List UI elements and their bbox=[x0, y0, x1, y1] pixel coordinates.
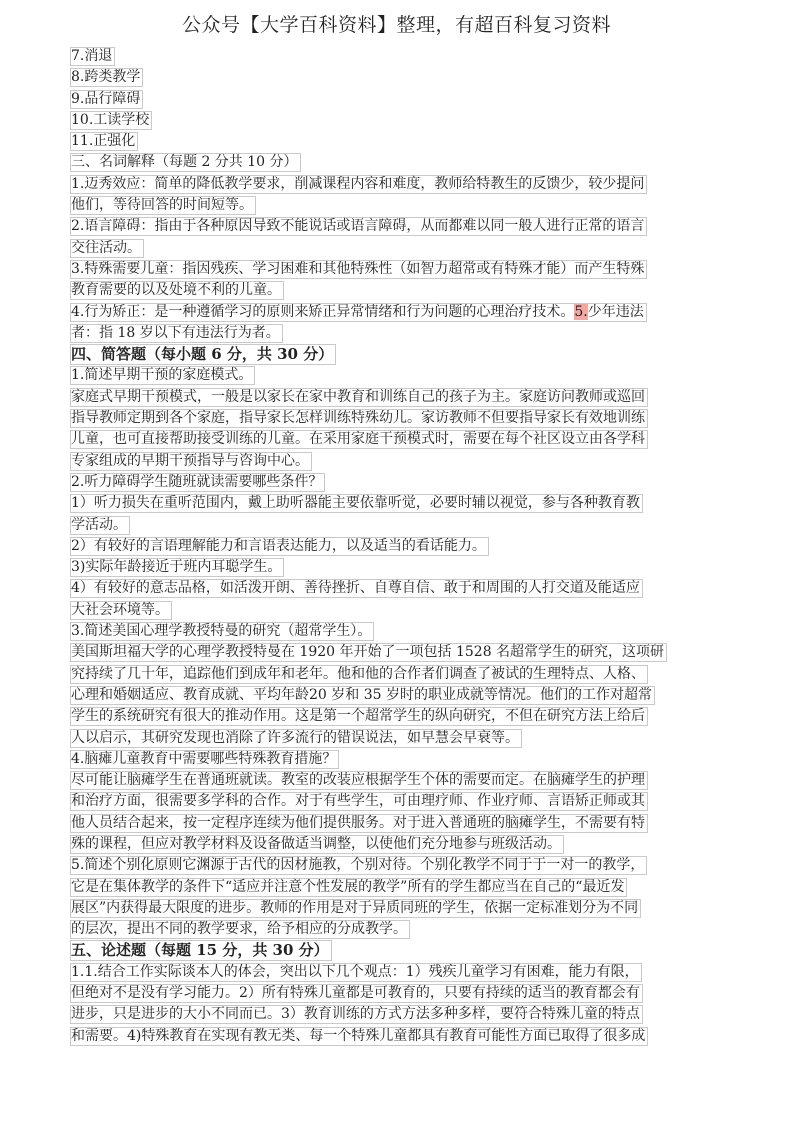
text-line: 1）听力损失在重听范围内，戴上助听器能主要依靠听觉，必要时辅以视觉，参与各种教育教 bbox=[70, 493, 726, 514]
text-line: 者：指 18 岁以下有违法行为者。 bbox=[70, 323, 726, 344]
text-cursor-highlight: 5. bbox=[574, 303, 588, 320]
text-line: 他们，等待回答的时间短等。 bbox=[70, 195, 726, 216]
text-line: 殊的课程，但应对教学材料及设备做适当调整，以使他们充分地参与班级活动。 bbox=[70, 834, 726, 855]
text-line: 和治疗方面，很需要多学科的合作。对于有些学生，可由理疗师、作业疗师、言语矫正师或其 bbox=[70, 791, 726, 812]
question-line: 1.简述早期干预的家庭模式。 bbox=[70, 365, 726, 386]
page-header: 公众号【大学百科资料】整理，有超百科复习资料 bbox=[181, 14, 611, 36]
section-heading: 四、简答题（每小题 6 分，共 30 分） bbox=[70, 344, 726, 365]
term-line: 9.品行障碍 bbox=[70, 89, 726, 110]
text-line: 2.语言障碍：指由于各种原因导致不能说话或语言障碍，从而都难以同一般人进行正常的语言 bbox=[70, 216, 726, 237]
text-line: 它是在集体教学的条件下“适应并注意个性发展的教学”所有的学生都应当在自己的“最近发 bbox=[70, 877, 726, 898]
text-line: 的层次，提出不同的教学要求，给予相应的分成教学。 bbox=[70, 919, 726, 940]
question-line: 3.简述美国心理学教授特曼的研究（超常学生）。 bbox=[70, 621, 726, 642]
text-line: 指导教师定期到各个家庭，指导家长怎样训练特殊幼儿。家访教师不但要指导家长有效地训练 bbox=[70, 408, 726, 429]
text-line: 进步，只是进步的大小不同而已。3）教育训练的方式方法多种多样，要符合特殊儿童的特点 bbox=[70, 1004, 726, 1025]
term-line: 7.消退 bbox=[70, 46, 726, 67]
question-line: 2.听力障碍学生随班就读需要哪些条件？ bbox=[70, 472, 726, 493]
text-line: 和需要。4)特殊教育在实现有教无类、每一个特殊儿童都具有教育可能性方面已取得了很多成 bbox=[70, 1026, 726, 1047]
text-line: 1.迈秀效应：简单的降低教学要求，削减课程内容和难度，教师给特教生的反馈少，较少提问 bbox=[70, 174, 726, 195]
text-line: 家庭式早期干预模式，一般是以家长在家中教育和训练自己的孩子为主。家庭访问教师或巡回 bbox=[70, 387, 726, 408]
section-heading: 五、论述题（每题 15 分，共 30 分） bbox=[70, 940, 726, 961]
text-line: 心理和婚姻适应、教育成就、平均年龄20 岁和 35 岁时的职业成就等情况。他们的工作对超常 bbox=[70, 685, 726, 706]
text-line: 3)实际年龄接近于班内耳聪学生。 bbox=[70, 557, 726, 578]
text-line: 他人员结合起来，按一定程序连续为他们提供服务。对于进入普通班的脑瘫学生，不需要有特 bbox=[70, 813, 726, 834]
question-line: 4.脑瘫儿童教育中需要哪些特殊教育措施？ bbox=[70, 749, 726, 770]
text-line: 儿童，也可直接帮助接受训练的儿童。在采用家庭干预模式时，需要在每个社区设立由各学科 bbox=[70, 429, 726, 450]
text-line: 2）有较好的言语理解能力和言语表达能力，以及适当的看话能力。 bbox=[70, 536, 726, 557]
term-line: 11.正强化 bbox=[70, 131, 726, 152]
text-line: 4.行为矫正：是一种遵循学习的原则来矫正异常情绪和行为问题的心理治疗技术。5.少年违法 bbox=[70, 302, 726, 323]
section-heading: 三、名词解释（每题 2 分共 10 分） bbox=[70, 152, 726, 173]
text-line: 展区”内获得最大限度的进步。教师的作用是对于异质同班的学生，依据一定标准划分为不同 bbox=[70, 898, 726, 919]
text-line: 尽可能让脑瘫学生在普通班就读。教室的改装应根据学生个体的需要而定。在脑瘫学生的护理 bbox=[70, 770, 726, 791]
text-line: 专家组成的早期干预指导与咨询中心。 bbox=[70, 451, 726, 472]
text-line: 学活动。 bbox=[70, 515, 726, 536]
text-line: 学生的系统研究有很大的推动作用。这是第一个超常学生的纵向研究，不但在研究方法上给后 bbox=[70, 706, 726, 727]
text-line: 3.特殊需要儿童：指因残疾、学习困难和其他特殊性（如智力超常或有特殊才能）而产生特殊 bbox=[70, 259, 726, 280]
text-line: 4）有较好的意志品格，如活泼开朗、善待挫折、自尊自信、敢于和周围的人打交道及能适应 bbox=[70, 578, 726, 599]
text-line: 交往活动。 bbox=[70, 238, 726, 259]
text-line: 教育需要的以及处境不利的儿童。 bbox=[70, 280, 726, 301]
document-body bbox=[70, 46, 726, 1047]
text-line: 美国斯坦福大学的心理学教授特曼在 1920 年开始了一项包括 1528 名超常学生的研究，这项研 bbox=[70, 642, 726, 663]
text-line: 人以启示，其研究发现也消除了许多流行的错误说法，如早慧会早衰等。 bbox=[70, 728, 726, 749]
text-line: 5.简述个别化原则它渊源于古代的因材施教，个别对待。个别化教学不同于于一对一的教学， bbox=[70, 855, 726, 876]
term-line: 10.工读学校 bbox=[70, 110, 726, 131]
term-line: 8.跨类教学 bbox=[70, 67, 726, 88]
text-line: 究持续了几十年，追踪他们到成年和老年。他和他的合作者们调查了被试的生理特点、人格、 bbox=[70, 664, 726, 685]
text-line: 但绝对不是没有学习能力。2）所有特殊儿童都是可教育的，只要有持续的适当的教育都会有 bbox=[70, 983, 726, 1004]
text-line: 大社会环境等。 bbox=[70, 600, 726, 621]
text-line: 1.1.结合工作实际谈本人的体会，突出以下几个观点：1）残疾儿童学习有困难，能力有限， bbox=[70, 962, 726, 983]
